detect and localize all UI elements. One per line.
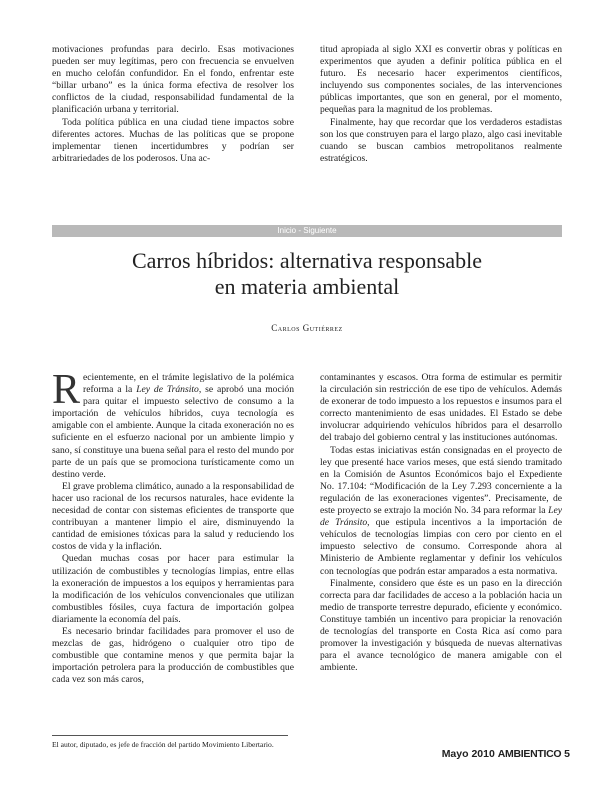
page-number: 5 <box>564 748 570 760</box>
paragraph: motivaciones profundas para decirlo. Esas motivaciones pueden ser muy legítimas, pero con frecuencia se envuelven en mucho celofán confundidor. En el fondo, enfrentar este “billar urbano” es la única forma efectiva de resolver los conflictos de la ciudad, responsabilidad fundamental de la planificación urbana y territorial. <box>52 44 294 116</box>
article-left-column <box>52 367 294 686</box>
paragraph <box>320 445 562 578</box>
paragraph-text: , se aprobó una moción para quitar el impuesto selectivo de consumo a la importación de vehículos híbridos, cuya tecnología es amigable con el ambiente. Aunque la citada exoneración no es suficiente en el esfuerzo nacional por un ambiente limpio y sano, sí constituye una buena señal para el resto del mundo por parte de un país que se promociona turísticamente como un destino verde. <box>52 384 294 480</box>
paragraph: El grave problema climático, aunado a la responsabilidad de hacer uso racional de los recursos naturales, hace evidente la necesidad de contar con sistemas eficientes de transporte que contribuyan a mantener limpio el aire, disminuyendo la cantidad de emisiones tóxicas para la salud y reduciendo los costos de vida y la inflación. <box>52 480 294 553</box>
paragraph: titud apropiada al siglo XXI es convertir obras y políticas en experimentos que ayuden a definir política pública en el futuro. Es necesario hacer experimentos científicos, incluyendo sus componentes sociales, de las intervenciones públicas importantes, que son en general, por el momento, pequeñas para la magnitud de los problemas. <box>320 44 562 116</box>
nav-separator: - <box>296 226 304 235</box>
paragraph-text: ecientemente, en el trámite legislativo de la polémica reforma a la <box>83 372 294 396</box>
continued-article-right-column <box>320 44 562 165</box>
continued-article-left-column <box>52 44 294 165</box>
magazine-brand: AMBIENTICO <box>497 748 562 760</box>
paragraph: Quedan muchas cosas por hacer para estimular la utilización de combustibles y tecnologías limpias, entre ellas la exoneración de impuestos a los equipos y herramientas para la modificación de los vehículos convencionales que utilizan combustibles fósiles, cuya factura de importación golpea diariamente la economía del país. <box>52 553 294 625</box>
issue-date: Mayo 2010 <box>441 748 495 760</box>
author-footnote: El autor, diputado, es jefe de fracción del partido Movimiento Libertario. <box>52 740 274 749</box>
footnote-divider <box>52 735 288 736</box>
paragraph: Finalmente, considero que éste es un paso en la dirección correcta para dar facilidades de acceso a la población hacia un medio de transporte terrestre depurado, eficiente y económico. Constituye también un incentivo para propiciar la renovación de tecnologías del transporte en Costa Rica así como para promover la investigación y búsqueda de nuevas alternativas para el avance tecnológico de manera amigable con el ambiente. <box>320 577 562 674</box>
paragraph: contaminantes y escasos. Otra forma de estimular es permitir la circulación sin restricción de ese tipo de vehículos. Además de exonerar de todo impuesto a los repuestos e insumos para el correcto mantenimiento de esas unidades. El Estado se debe involucrar adquiriendo vehículos híbridos para el desarrollo del trabajo del gobierno central y las instituciones autónomas. <box>320 372 562 444</box>
page-footer <box>430 748 570 760</box>
law-name: Ley de Tránsito <box>320 505 562 529</box>
title-line: en materia ambiental <box>214 274 400 299</box>
paragraph: Es necesario brindar facilidades para promover el uso de mezclas de gas, hidrógeno o cualquier otro tipo de combustible que contamine menos y que permita bajar la importación petrolera para la producción de combustibles que cada vez son más caros, <box>52 625 294 686</box>
first-paragraph <box>52 367 294 481</box>
article-right-column <box>320 372 562 674</box>
article-title <box>52 248 562 300</box>
nav-next-link[interactable]: Siguiente <box>303 226 337 235</box>
nav-links <box>52 225 562 237</box>
paragraph-text: Todas estas iniciativas están consignadas en el proyecto de ley que presenté hace varios meses, que está siendo tramitado en la Comisión de Asuntos Económicos bajo el Expediente No. 17.104: “Modificación de la Ley 7.293 concerniente a la regulación de las exoneraciones vigentes”. Precisamente, de este proyecto se extrajo la moción No. 34 para reformar la <box>320 444 562 517</box>
paragraph: Finalmente, hay que recordar que los verdaderos estadistas son los que construyen para el largo plazo, algo casi inevitable cuando se buscan cambios metropolitanos realmente estratégicos. <box>320 116 562 164</box>
article-author: Carlos Gutiérrez <box>271 323 343 333</box>
title-line: Carros híbridos: alternativa responsable <box>131 248 483 273</box>
paragraph: Toda política pública en una ciudad tiene impactos sobre diferentes actores. Muchas de las políticas que se propone implementar tienen incertidumbres y podrían ser arbitrariedades de los poderosos. Una ac- <box>52 116 294 164</box>
drop-cap: R <box>52 367 81 413</box>
navigation-bar <box>52 225 562 237</box>
nav-home-link[interactable]: Inicio <box>277 226 297 235</box>
law-name: Ley de Tránsito <box>136 384 199 396</box>
paragraph-text: , que estipula incentivos a la importación de vehículos de tecnologías limpias con cero por ciento en el impuesto selectivo de consumo. Corresponde ahora al Ministerio de Ambiente reglamentar y definir los vehículos con tecnologías que podrán estar amparados a esta normativa. <box>320 517 562 577</box>
